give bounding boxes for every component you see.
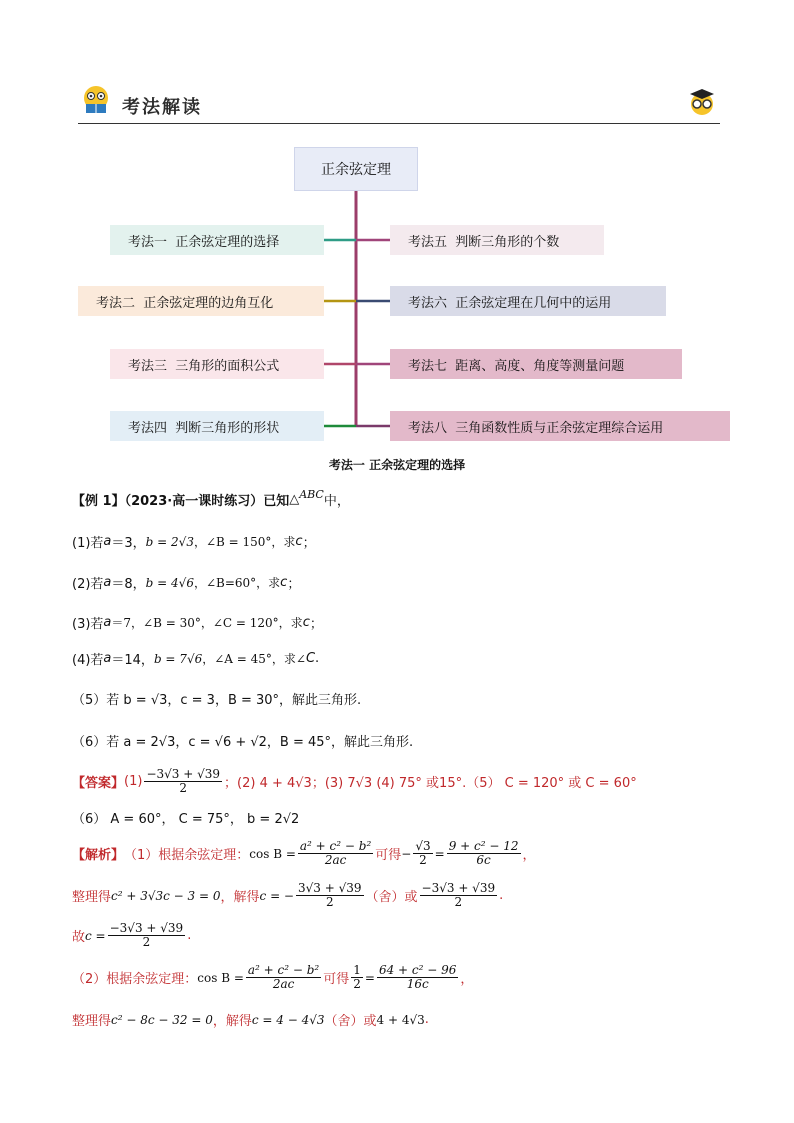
mindmap xyxy=(0,0,794,460)
example-tail: 中， xyxy=(323,494,350,509)
math-value: 4 + 4√3 xyxy=(376,1012,425,1027)
example-head xyxy=(72,490,350,509)
analysis-text: 可得 xyxy=(375,848,402,863)
analysis-label: 【解析】 xyxy=(72,848,125,863)
q1-text: (1)若 xyxy=(72,536,104,551)
analysis-line-2 xyxy=(72,882,503,909)
math-c: c = 4 − 4√3 xyxy=(251,1012,325,1027)
answer-fraction xyxy=(144,768,222,795)
q2-var: c xyxy=(280,575,288,590)
q1-text: ＝3， xyxy=(111,536,146,551)
answer-line xyxy=(72,768,637,795)
analysis-text: ， xyxy=(522,848,536,863)
mindmap-node-3: 考法三 三角形的面积公式 xyxy=(110,349,324,379)
math-equation: c² − 8c − 32 = 0 xyxy=(111,1012,213,1027)
fraction-denominator: 6c xyxy=(476,853,491,867)
q2-text: ； xyxy=(287,577,301,592)
triangle-symbol: △ xyxy=(289,492,300,507)
answer-label: 【答案】 xyxy=(72,776,125,791)
analysis-line-4 xyxy=(72,964,473,991)
mindmap-node-7: 考法七 距离、高度、角度等测量问题 xyxy=(390,349,682,379)
analysis-text: . xyxy=(499,888,504,903)
answer-rest: ；(2) 4 + 4√3；(3) 7√3 (4) 75° 或15°.（5） C = 120° 或 C = 60° xyxy=(224,776,637,791)
mindmap-root: 正余弦定理 xyxy=(294,147,418,191)
q1-text: ； xyxy=(302,536,316,551)
mindmap-node-8: 考法八 三角函数性质与正余弦定理综合运用 xyxy=(390,411,730,441)
fraction-numerator: √3 xyxy=(415,839,431,853)
page-title: 考法解读 xyxy=(122,97,202,118)
fraction-denominator: 16c xyxy=(406,977,429,991)
math-equation: c² + 3√3c − 3 = 0 xyxy=(111,888,221,903)
analysis-text: ，解得 xyxy=(220,890,260,905)
q4-text: ＝14， xyxy=(111,653,154,668)
q4-text: (4)若 xyxy=(72,653,104,668)
q1-var: c xyxy=(295,534,303,549)
math-equals: = xyxy=(364,970,375,985)
q4-text: . xyxy=(315,651,320,666)
section-title: 考法一 正余弦定理的选择 xyxy=(328,458,466,472)
q3-text: (3)若 xyxy=(72,617,104,632)
analysis-text: 故 xyxy=(72,930,86,945)
math-c: c = xyxy=(85,928,106,943)
question-6: （6）若 a = 2√3，c = √6 + √2，B = 45°，解此三角形. xyxy=(72,735,414,750)
q2-text: (2)若 xyxy=(72,577,104,592)
fraction-numerator: −3√3 + √39 xyxy=(146,767,221,781)
fraction-denominator: 2 xyxy=(454,895,463,909)
analysis-text: （舍）或 xyxy=(365,890,418,905)
mindmap-node-1: 考法一 正余弦定理的选择 xyxy=(110,225,324,255)
answer-line-6: （6） A = 60°， C = 75°， b = 2√2 xyxy=(72,812,300,827)
q4-text: ，∠A = 45°，求∠ xyxy=(202,652,306,666)
fraction-numerator: −3√3 + √39 xyxy=(109,921,184,935)
q3-text: ； xyxy=(309,617,323,632)
q3-var: c xyxy=(302,615,310,630)
analysis-line-3 xyxy=(72,922,191,949)
fraction-numerator: a² + c² − b² xyxy=(299,839,372,853)
analysis-line-5 xyxy=(72,1010,429,1029)
fraction xyxy=(420,882,498,909)
math-c: c = − xyxy=(259,888,294,903)
analysis-text: . xyxy=(187,928,192,943)
question-5: （5）若 b = √3，c = 3，B = 30°，解此三角形. xyxy=(72,693,362,708)
math-cosb: cos B = xyxy=(197,970,244,985)
analysis-text: （2）根据余弦定理： xyxy=(72,972,198,987)
fraction xyxy=(298,840,373,867)
fraction-denominator: 2 xyxy=(179,781,188,795)
fraction-numerator: 3√3 + √39 xyxy=(298,881,362,895)
mindmap-node-2: 考法二 正余弦定理的边角互化 xyxy=(78,286,324,316)
q3-var: a xyxy=(103,615,112,630)
analysis-line-1 xyxy=(72,840,536,867)
fraction xyxy=(447,840,521,867)
analysis-text: 可得 xyxy=(323,972,350,987)
q1-var: a xyxy=(103,534,112,549)
fraction-numerator: 64 + c² − 96 xyxy=(378,963,457,977)
q2-math: b = 4√6 xyxy=(145,575,194,590)
question-1 xyxy=(72,532,316,551)
mindmap-node-6: 考法六 正余弦定理在几何中的运用 xyxy=(390,286,666,316)
q1-text: ，∠B = 150°，求 xyxy=(193,535,296,549)
fraction xyxy=(377,964,458,991)
fraction-denominator: 2 xyxy=(142,935,151,949)
fraction-denominator: 2 xyxy=(419,853,427,867)
example-label: 【例 1】（2023·高一课时练习）已知 xyxy=(72,494,290,509)
fraction xyxy=(413,840,432,867)
fraction-numerator: 1 xyxy=(353,963,361,977)
q1-math: b = 2√3 xyxy=(145,534,194,549)
question-3 xyxy=(72,613,323,632)
q2-var: a xyxy=(103,575,112,590)
q2-text: ＝8， xyxy=(111,577,146,592)
fraction-denominator: 2ac xyxy=(324,853,347,867)
q4-math: b = 7√6 xyxy=(153,651,203,666)
q3-text: ＝7，∠B = 30°，∠C = 120°，求 xyxy=(111,616,303,630)
analysis-text: 整理得 xyxy=(72,1014,112,1029)
fraction xyxy=(246,964,321,991)
fraction xyxy=(351,964,363,991)
fraction-numerator: a² + c² − b² xyxy=(247,963,320,977)
analysis-text: . xyxy=(424,1012,429,1027)
analysis-text: （舍）或 xyxy=(324,1014,377,1029)
analysis-text: 整理得 xyxy=(72,890,112,905)
q4-var: C xyxy=(305,651,316,666)
math-equals: = xyxy=(434,846,445,861)
analysis-text: ，解得 xyxy=(212,1014,252,1029)
answer-part1-label: (1) xyxy=(124,774,143,789)
question-2 xyxy=(72,573,300,592)
fraction-denominator: 2 xyxy=(325,895,334,909)
question-4 xyxy=(72,649,319,668)
math-minus: − xyxy=(401,846,412,861)
analysis-text: （1）根据余弦定理： xyxy=(124,848,250,863)
math-cosb: cos B = xyxy=(249,846,296,861)
fraction-numerator: 9 + c² − 12 xyxy=(448,839,519,853)
fraction-denominator: 2 xyxy=(353,977,361,991)
mindmap-node-4: 考法四 判断三角形的形状 xyxy=(110,411,324,441)
analysis-text: ， xyxy=(460,972,474,987)
fraction xyxy=(108,922,186,949)
triangle-name: ABC xyxy=(299,488,324,501)
fraction-numerator: −3√3 + √39 xyxy=(421,881,496,895)
fraction-denominator: 2ac xyxy=(272,977,295,991)
q4-var: a xyxy=(103,651,112,666)
q2-text: ，∠B=60°，求 xyxy=(193,576,281,590)
mindmap-node-5: 考法五 判断三角形的个数 xyxy=(390,225,604,255)
fraction xyxy=(296,882,364,909)
